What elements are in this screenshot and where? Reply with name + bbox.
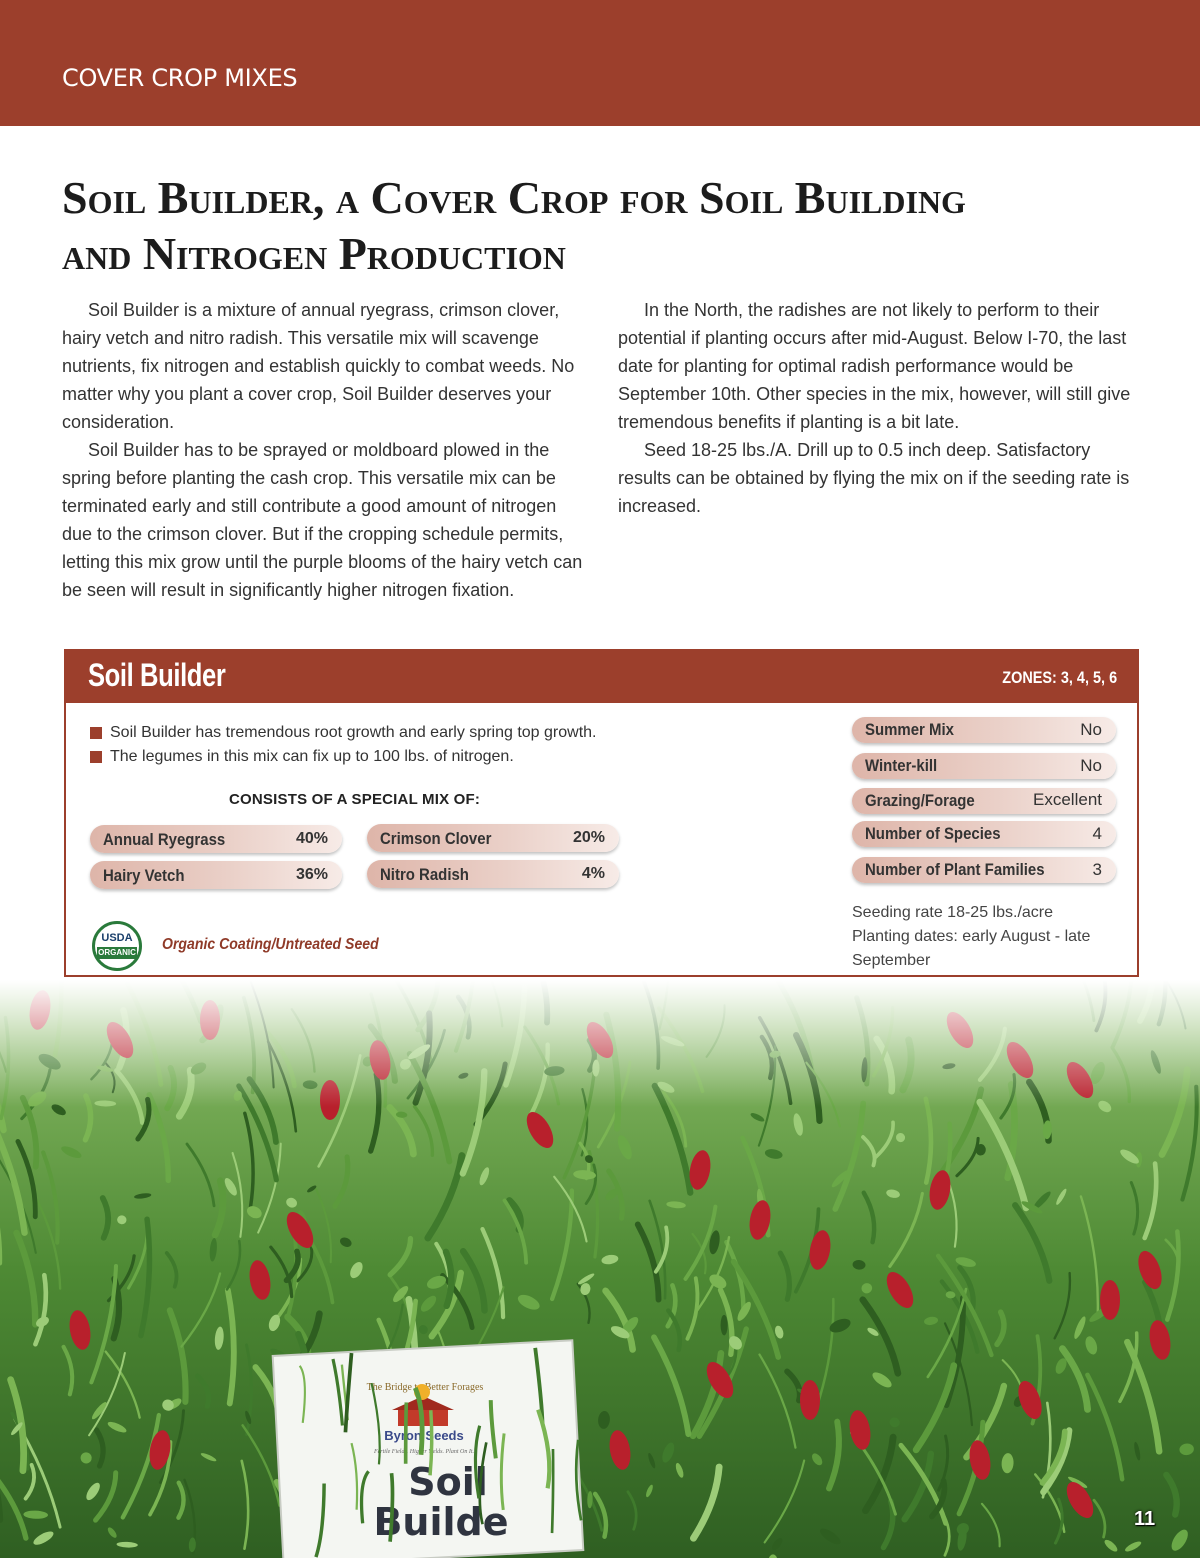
organic-note: Organic Coating/Untreated Seed xyxy=(162,936,379,953)
attribute-row xyxy=(852,717,1116,743)
title-line-2: and Nitrogen Production xyxy=(62,228,566,279)
attribute-label: Winter-kill xyxy=(865,756,938,775)
product-panel xyxy=(64,649,1139,977)
seeding-info xyxy=(852,901,1112,973)
attribute-value: Excellent xyxy=(1033,790,1102,809)
section-label: COVER CROP MIXES xyxy=(62,64,298,92)
attribute-label: Number of Species xyxy=(865,824,1001,843)
mix-component-pct: 40% xyxy=(295,830,328,847)
attribute-value: No xyxy=(1080,720,1102,739)
attribute-value: No xyxy=(1080,756,1102,775)
mix-component xyxy=(90,825,342,853)
attribute-value: 4 xyxy=(1092,824,1102,843)
seeding-rate: Seeding rate 18-25 lbs./acre xyxy=(852,904,1054,921)
body-column-left xyxy=(62,296,584,604)
mix-component-name: Crimson Clover xyxy=(380,829,492,848)
mix-component xyxy=(90,861,342,889)
mix-component-pct: 36% xyxy=(295,866,328,883)
mix-component-pct: 20% xyxy=(572,829,605,846)
page-title xyxy=(62,170,1142,282)
planting-dates: Planting dates: early August - late September xyxy=(852,928,1091,969)
title-line-1: Soil Builder, a Cover Crop for Soil Building xyxy=(62,172,966,223)
bullet-square-icon xyxy=(90,727,102,739)
mix-component-pct: 4% xyxy=(581,865,605,882)
attribute-row xyxy=(852,788,1116,814)
feature-list xyxy=(90,721,596,769)
body-column-right xyxy=(618,296,1138,520)
mix-component xyxy=(367,824,619,852)
attribute-row xyxy=(852,821,1116,847)
attribute-label: Grazing/Forage xyxy=(865,791,975,810)
zones-label: ZONES: 3, 4, 5, 6 xyxy=(1002,668,1117,687)
mix-component-name: Hairy Vetch xyxy=(103,866,185,885)
page-number: 11 xyxy=(1134,1508,1156,1530)
paragraph: Soil Builder is a mixture of annual ryegrass, crimson clover, hairy vetch and nitro radish. This versatile mix will scavenge nutrients, fix nitrogen and establish quickly to combat weeds. No matter why you plant a cover crop, Soil Builder deserves your consideration. xyxy=(62,300,575,432)
attribute-value: 3 xyxy=(1092,860,1102,879)
paragraph: Soil Builder has to be sprayed or moldboard plowed in the spring before planting the cash crop. This versatile mix can be terminated early and still contribute a good amount of nitrogen due to the crimson clover. But if the cropping schedule permits, letting this mix grow until the purple blooms of the hairy vetch can be seen will result in significantly higher nitrogen fixation. xyxy=(62,440,583,600)
product-name: Soil Builder xyxy=(88,657,226,693)
mix-component xyxy=(367,860,619,888)
attribute-label: Summer Mix xyxy=(865,720,954,739)
panel-header xyxy=(66,651,1137,703)
attribute-label: Number of Plant Families xyxy=(865,860,1045,879)
mix-heading: CONSISTS OF A SPECIAL MIX OF: xyxy=(229,791,481,808)
feature-text: The legumes in this mix can fix up to 100 lbs. of nitrogen. xyxy=(110,748,514,765)
paragraph: In the North, the radishes are not likely to perform to their potential if planting occurs after mid-August. Below I-70, the last date for planting for optimal radish performance would be September 10th. Other species in the mix, however, will still give tremendous benefits if planting is a bit late. xyxy=(618,300,1131,432)
feature-item xyxy=(90,745,596,769)
usda-organic-seal-icon: USDA ORGANIC xyxy=(92,921,142,971)
mix-component-name: Nitro Radish xyxy=(380,865,469,884)
attribute-row xyxy=(852,753,1116,779)
feature-text: Soil Builder has tremendous root growth and early spring top growth. xyxy=(110,724,597,741)
field-photo xyxy=(0,980,1200,1558)
bullet-square-icon xyxy=(90,751,102,763)
attribute-row xyxy=(852,857,1116,883)
paragraph: Seed 18-25 lbs./A. Drill up to 0.5 inch deep. Satisfactory results can be obtained by flying the mix on if the seeding rate is increased. xyxy=(618,440,1130,516)
feature-item xyxy=(90,721,596,745)
mix-component-name: Annual Ryegrass xyxy=(103,830,226,849)
header-band xyxy=(0,0,1200,126)
